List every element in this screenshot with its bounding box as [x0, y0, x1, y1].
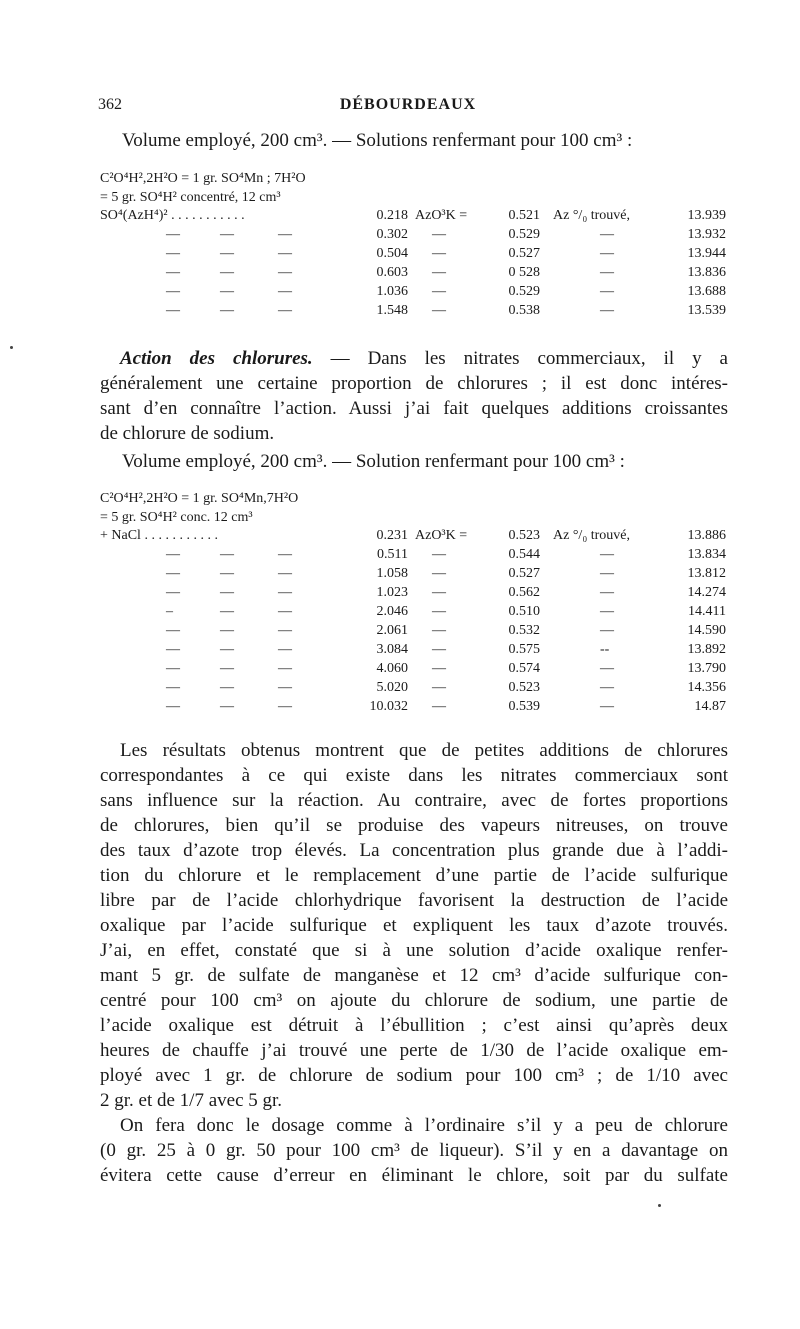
text-line: généralement une certaine proportion de chlorures ; il est donc intéres-	[100, 373, 728, 394]
ditto-dash: —	[278, 642, 292, 657]
column-azo3k-label: AzO³K =	[415, 208, 468, 223]
az-found-value: 13.939	[687, 208, 726, 223]
added-amount: 0.302	[376, 227, 408, 242]
azo3k-value: 0.527	[508, 246, 540, 261]
ditto-dash: —	[600, 661, 614, 676]
ditto-dash: —	[432, 284, 446, 299]
azo3k-value: 0.574	[508, 661, 540, 676]
az-found-value: 14.274	[687, 585, 726, 600]
text-line: On fera donc le dosage comme à l’ordinaire s’il y a peu de chlorure	[120, 1115, 728, 1136]
text-line: ployé avec 1 gr. de chlorure de sodium pour 100 cm³ ; de 1/10 avec	[100, 1065, 728, 1086]
page-header	[98, 96, 718, 118]
ditto-dash: —	[600, 699, 614, 714]
ditto-dash: —	[432, 547, 446, 562]
ditto-dash: —	[432, 585, 446, 600]
column-az-trouve-label: Az °/₀ trouvé,	[553, 528, 630, 543]
ditto-dash: —	[220, 661, 234, 676]
az-found-value: 13.539	[687, 303, 726, 318]
added-amount: 0.504	[376, 246, 408, 261]
added-amount: 3.084	[376, 642, 408, 657]
added-amount: 2.046	[376, 604, 408, 619]
ditto-dash: —	[166, 284, 180, 299]
ditto-dash: —	[220, 680, 234, 695]
ditto-dash: —	[278, 585, 292, 600]
ditto-dash: —	[220, 566, 234, 581]
running-title: DÉBOURDEAUX	[339, 96, 477, 113]
text-line: évitera cette cause d’erreur en éliminant le chlore, soit par du sulfate	[100, 1165, 728, 1186]
page-number: 362	[98, 96, 122, 113]
ditto-dash: —	[278, 604, 292, 619]
ditto-dash: —	[220, 604, 234, 619]
added-amount: 2.061	[376, 623, 408, 638]
text-line: mant 5 gr. de sulfate de manganèse et 12 cm³ d’acide sulfurique con-	[100, 965, 728, 986]
ditto-dash: —	[166, 566, 180, 581]
column-azo3k-label: AzO³K =	[415, 528, 468, 543]
azo3k-value: 0.539	[508, 699, 540, 714]
az-found-value: 14.356	[687, 680, 726, 695]
text-line: heures de chauffe j’ai trouvé une perte de 1/30 de l’acide oxalique em-	[100, 1040, 728, 1061]
results-paragraph	[100, 738, 728, 1113]
ditto-dash: —	[278, 284, 292, 299]
az-found-value: 13.944	[687, 246, 726, 261]
chlorures-paragraph	[100, 346, 728, 446]
ditto-dash: —	[220, 227, 234, 242]
ditto-dash: —	[600, 623, 614, 638]
text-line: J’ai, en effet, constaté que si à une solution d’acide oxalique renfer-	[100, 940, 728, 961]
added-amount: 0.231	[376, 528, 408, 543]
ditto-dash: —	[600, 246, 614, 261]
text-line: (0 gr. 25 à 0 gr. 50 pour 100 cm³ de liqueur). S’il y en a davantage on	[100, 1140, 728, 1161]
ditto-dash: —	[278, 547, 292, 562]
text-line: oxalique par l’acide sulfurique et expliquent les taux d’azote trouvés.	[100, 915, 728, 936]
section2-condition-2: = 5 gr. SO⁴H² conc. 12 cm³	[100, 510, 253, 525]
text-line: des taux d’azote trop élevés. La concentration plus grande due à l’addi-	[100, 840, 728, 861]
ditto-dash: —	[278, 623, 292, 638]
ditto-dash: —	[220, 623, 234, 638]
section-heading: Action des chlorures.	[120, 348, 313, 369]
text-line: correspondantes à ce qui existe dans les nitrates commerciaux sont	[100, 765, 728, 786]
scan-speck	[658, 1204, 661, 1207]
az-found-value: 13.790	[687, 661, 726, 676]
ditto-dash: —	[220, 284, 234, 299]
az-found-value: 13.932	[687, 227, 726, 242]
az-found-value: 13.886	[687, 528, 726, 543]
ditto-dash: —	[220, 699, 234, 714]
azo3k-value: 0.532	[508, 623, 540, 638]
ditto-dash: —	[220, 246, 234, 261]
ditto-dash: —	[600, 547, 614, 562]
ditto-dash: —	[220, 303, 234, 318]
ditto-dash: —	[166, 246, 180, 261]
azo3k-value: 0.529	[508, 284, 540, 299]
az-found-value: 13.834	[687, 547, 726, 562]
section1-condition-1: C²O⁴H²,2H²O = 1 gr. SO⁴Mn ; 7H²O	[100, 171, 306, 186]
text-line: tion du chlorure et le remplacement d’une partie de l’acide sulfurique	[100, 865, 728, 886]
ditto-dash: —	[432, 661, 446, 676]
row-label: + NaCl . . . . . . . . . . .	[100, 528, 218, 543]
ditto-dash: —	[278, 227, 292, 242]
final-paragraph	[100, 1113, 728, 1188]
text-line: Action des chlorures. — Dans les nitrates commerciaux, il y a	[120, 348, 728, 369]
text-line: de chlorure de sodium.	[100, 423, 275, 444]
azo3k-value: 0.527	[508, 566, 540, 581]
table-row	[0, 303, 800, 325]
azo3k-value: 0.544	[508, 547, 540, 562]
azo3k-value: 0.523	[508, 528, 540, 543]
ditto-dash: —	[432, 699, 446, 714]
text-line: sans influence sur la réaction. Au contraire, avec de fortes proportions	[100, 790, 728, 811]
added-amount: 1.548	[376, 303, 408, 318]
ditto-dash: —	[432, 566, 446, 581]
ditto-dash: —	[278, 661, 292, 676]
ditto-dash: —	[600, 284, 614, 299]
ditto-dash: —	[432, 680, 446, 695]
scan-speck	[10, 346, 13, 349]
ditto-dash: —	[600, 604, 614, 619]
ditto-dash: —	[278, 699, 292, 714]
section1-condition-2: = 5 gr. SO⁴H² concentré, 12 cm³	[100, 190, 281, 205]
text-line: libre par de l’acide chlorhydrique favorisent la destruction de l’acide	[100, 890, 728, 911]
ditto-dash: —	[278, 303, 292, 318]
az-found-value: 14.590	[687, 623, 726, 638]
az-found-value: 13.688	[687, 284, 726, 299]
azo3k-value: 0.562	[508, 585, 540, 600]
ditto-dash: —	[600, 227, 614, 242]
table-row	[0, 699, 800, 721]
azo3k-value: 0.510	[508, 604, 540, 619]
ditto-dash: —	[166, 585, 180, 600]
az-found-value: 13.836	[687, 265, 726, 280]
section2-intro: Volume employé, 200 cm³. — Solution renfermant pour 100 cm³ :	[122, 451, 625, 472]
ditto-dash: —	[166, 547, 180, 562]
ditto-dash: —	[166, 699, 180, 714]
ditto-dash: —	[278, 246, 292, 261]
ditto-dash: —	[166, 265, 180, 280]
azo3k-value: 0.523	[508, 680, 540, 695]
ditto-dash: —	[166, 680, 180, 695]
ditto-dash: —	[220, 547, 234, 562]
ditto-dash: –	[166, 604, 173, 619]
azo3k-value: 0.529	[508, 227, 540, 242]
ditto-dash: —	[432, 265, 446, 280]
text-line: 2 gr. et de 1/7 avec 5 gr.	[100, 1090, 283, 1111]
ditto-dash: —	[600, 265, 614, 280]
ditto-dash: —	[166, 623, 180, 638]
ditto-dash: —	[166, 303, 180, 318]
ditto-dash: —	[278, 680, 292, 695]
text-line: de chlorures, bien qu’il se produise des vapeurs nitreuses, on trouve	[100, 815, 728, 836]
azo3k-value: 0.538	[508, 303, 540, 318]
section2-condition-1: C²O⁴H²,2H²O = 1 gr. SO⁴Mn,7H²O	[100, 491, 299, 506]
az-found-value: 14.87	[694, 699, 726, 714]
ditto-dash: —	[278, 265, 292, 280]
added-amount: 4.060	[376, 661, 408, 676]
ditto-dash: —	[166, 642, 180, 657]
ditto-dash: —	[432, 227, 446, 242]
added-amount: 10.032	[369, 699, 408, 714]
ditto-dash: —	[432, 642, 446, 657]
column-az-trouve-label: Az °/₀ trouvé,	[553, 208, 630, 223]
ditto-dash: —	[432, 246, 446, 261]
az-found-value: 13.812	[687, 566, 726, 581]
ditto-dash: —	[166, 661, 180, 676]
added-amount: 5.020	[376, 680, 408, 695]
text-line: sant d’en connaître l’action. Aussi j’ai fait quelques additions croissantes	[100, 398, 728, 419]
text-line: Les résultats obtenus montrent que de petites additions de chlorures	[120, 740, 728, 761]
ditto-dash: —	[220, 265, 234, 280]
ditto-dash: —	[600, 566, 614, 581]
ditto-dash: —	[432, 303, 446, 318]
section1-intro: Volume employé, 200 cm³. — Solutions renfermant pour 100 cm³ :	[122, 130, 633, 151]
az-found-value: 14.411	[688, 604, 726, 619]
row-label: SO⁴(AzH⁴)² . . . . . . . . . . .	[100, 208, 245, 223]
azo3k-value: 0.575	[508, 642, 540, 657]
added-amount: 1.058	[376, 566, 408, 581]
added-amount: 0.511	[377, 547, 408, 562]
ditto-dash: —	[220, 642, 234, 657]
added-amount: 0.218	[376, 208, 408, 223]
ditto-dash: —	[600, 585, 614, 600]
ditto-dash: —	[278, 566, 292, 581]
az-found-value: 13.892	[687, 642, 726, 657]
ditto-dash: —	[220, 585, 234, 600]
text-line: centré pour 100 cm³ on ajoute du chlorure de sodium, une partie de	[100, 990, 728, 1011]
ditto-dash: —	[600, 303, 614, 318]
added-amount: 0.603	[376, 265, 408, 280]
added-amount: 1.036	[376, 284, 408, 299]
added-amount: 1.023	[376, 585, 408, 600]
ditto-dash: —	[166, 227, 180, 242]
azo3k-value: 0.521	[508, 208, 540, 223]
ditto-dash: —	[432, 623, 446, 638]
ditto-dash: —	[432, 604, 446, 619]
ditto-dash: —	[600, 680, 614, 695]
ditto-dash: --	[600, 642, 610, 657]
azo3k-value: 0 528	[508, 265, 540, 280]
text-line: l’acide oxalique est détruit à l’ébullition ; c’est ainsi qu’après deux	[100, 1015, 728, 1036]
